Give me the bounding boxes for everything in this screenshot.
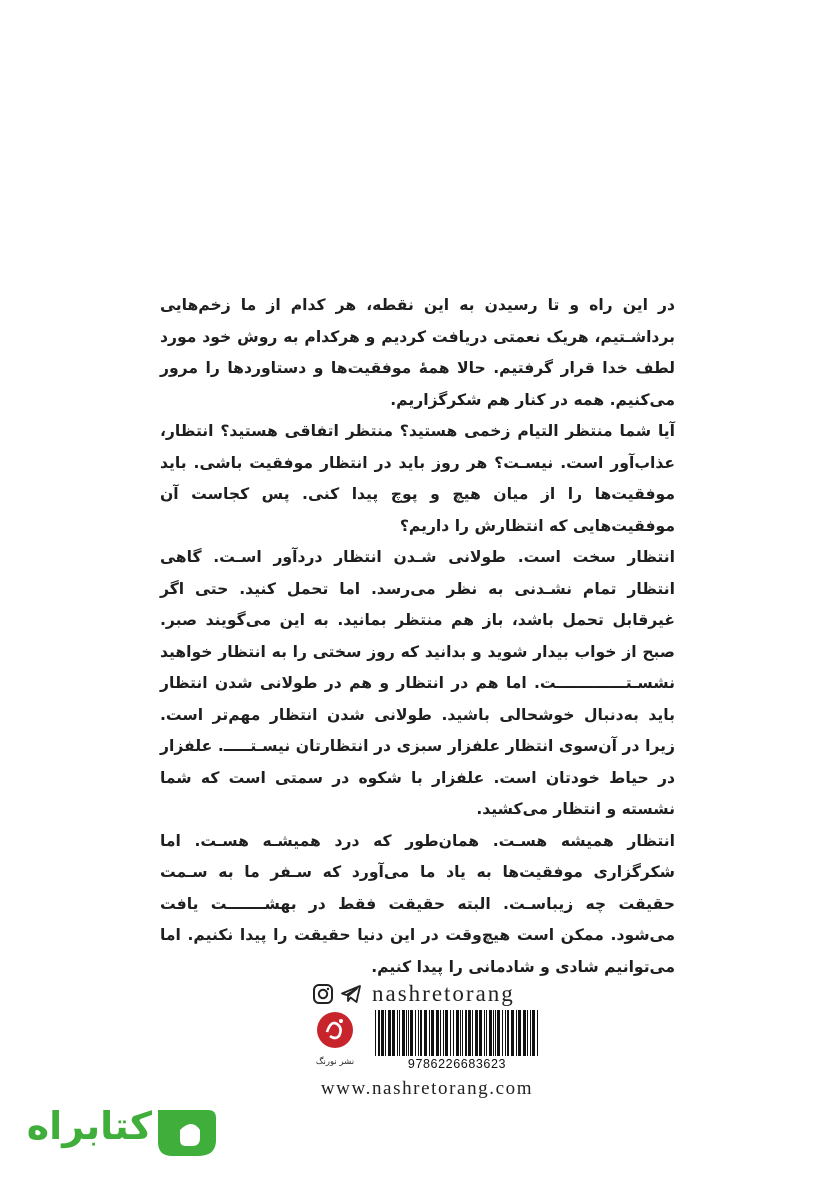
- barcode-bar: [484, 1010, 485, 1056]
- barcode-bar: [420, 1010, 422, 1056]
- barcode-bar: [381, 1010, 384, 1056]
- barcode-bar: [489, 1010, 492, 1056]
- paragraph-4: انتظار همیشه هسـت. همان‌طور که درد همیشـه هسـت. اما شکرگزاری موفقیت‌ها به یاد ما می‌آورد که سـفر ما به سـمت حقیقت چه زیباسـت. البته حقیقت فقط در بهشـــــــت یافت می‌شود. ممکن است هیچ‌وقت در این دنیا حقیقت را پیدا نکنیم. اما می‌توانیم شادی و شادمانی را پیدا کنیم.: [160, 831, 675, 976]
- barcode-bar: [424, 1010, 427, 1056]
- barcode-bar: [472, 1010, 473, 1056]
- barcode-bar: [408, 1010, 409, 1056]
- barcode-bar: [436, 1010, 439, 1056]
- barcode-bar: [537, 1010, 538, 1056]
- barcode-bar: [465, 1010, 467, 1056]
- telegram-icon[interactable]: [340, 983, 362, 1005]
- publisher-website[interactable]: www.nashretorang.com: [320, 1078, 534, 1099]
- barcode-bar: [397, 1010, 398, 1056]
- back-cover-text: [160, 290, 675, 983]
- paragraph-2: آیا شما منتظر التیام زخمی هستید؟ منتظر اتفاقی هستید؟ انتظار، عذاب‌آور است. نیسـت؟ هر روز باید در انتظار موفقیت باشی. باید موفقیت‌ها را از میان هیچ و پوچ پیدا کنی. پس کجاست آن موفقیت‌هایی که انتظارش را داریم؟: [160, 422, 675, 535]
- barcode-bar: [518, 1010, 521, 1056]
- barcode-bar: [453, 1010, 454, 1056]
- publisher-name: نشر نورنگ: [315, 1057, 355, 1067]
- barcode-bar: [445, 1010, 448, 1056]
- barcode-bar: [429, 1010, 430, 1056]
- barcode-bar: [497, 1010, 500, 1056]
- barcode-bar: [431, 1010, 434, 1056]
- barcode-bar: [388, 1010, 391, 1056]
- barcode-bar: [505, 1010, 506, 1056]
- ketabrah-name: کتابراه: [26, 1104, 152, 1148]
- barcode-bar: [440, 1010, 441, 1056]
- barcode-bar: [527, 1010, 528, 1056]
- barcode-bar: [523, 1010, 526, 1056]
- barcode-bar: [385, 1010, 386, 1056]
- barcode-bar: [511, 1010, 514, 1056]
- barcode-bar: [402, 1010, 405, 1056]
- barcode-bar: [468, 1010, 471, 1056]
- barcode-bar: [460, 1010, 461, 1056]
- barcode-bar: [486, 1010, 487, 1056]
- isbn-number: 9786226683623: [373, 1057, 541, 1071]
- barcode-bar: [450, 1010, 451, 1056]
- barcode-bar: [406, 1010, 407, 1056]
- barcode-bar: [378, 1010, 380, 1056]
- paragraph-3: انتظار سخت است. طولانی شـدن انتظار دردآور اسـت. گاهی انتظار تمام نشـدنی به نظر می‌رسد. اما تحمل کنید. حتی اگر غیرقابل تحمل باشد، باز هم منتظر بمانید. به این می‌گویند صبر. صبح از خواب بیدار شوید و بدانید که روز سختی را به انتظار خواهید نشسـتـــــــــــــت. اما هم در انتظار و هم در طولانی شدن انتظار باید به‌دنبال خوشحالی باشید. طولانی شدن انتظار مهم‌تر است. زیرا در آن‌سوی انتظار علفزار سبزی در انتظارتان نیسـتـــــ. علفزار در حیاط خودتان است. علفزار با شکوه در سمتی است که شما نشسته و انتظار می‌کشید.: [160, 548, 675, 818]
- barcode-bar: [456, 1010, 459, 1056]
- barcode-bar: [507, 1010, 509, 1056]
- barcode-bar: [532, 1010, 535, 1056]
- barcode-bar: [530, 1010, 531, 1056]
- instagram-icon[interactable]: [312, 983, 334, 1005]
- barcode-bar: [418, 1010, 419, 1056]
- barcode-bar: [516, 1010, 517, 1056]
- barcode-bar: [479, 1010, 482, 1056]
- barcode-bar: [410, 1010, 413, 1056]
- barcode-bar: [502, 1010, 503, 1056]
- barcode-bar: [443, 1010, 444, 1056]
- barcode-bar: [462, 1010, 463, 1056]
- barcode-bar: [399, 1010, 400, 1056]
- barcode-bar: [493, 1010, 494, 1056]
- barcode-bar: [495, 1010, 496, 1056]
- barcode-bar: [375, 1010, 376, 1056]
- barcode-bar: [475, 1010, 478, 1056]
- social-handle: nashretorang: [372, 981, 515, 1006]
- barcode-bar: [415, 1010, 416, 1056]
- paragraph-1: در این راه و تا رسیدن به این نقطه، هر کدام از ما زخم‌هایی برداشـتیم، هریک نعمتی دریافت کردیم و هرکدام به روش خود مورد لطف خدا قرار گرفتیم. حالا همهٔ موفقیت‌ها و دستاوردها را مرور می‌کنیم. همه در کنار هم شکرگزاریم.: [160, 296, 675, 409]
- social-handle-row: [312, 980, 542, 1008]
- barcode-bar: [392, 1010, 395, 1056]
